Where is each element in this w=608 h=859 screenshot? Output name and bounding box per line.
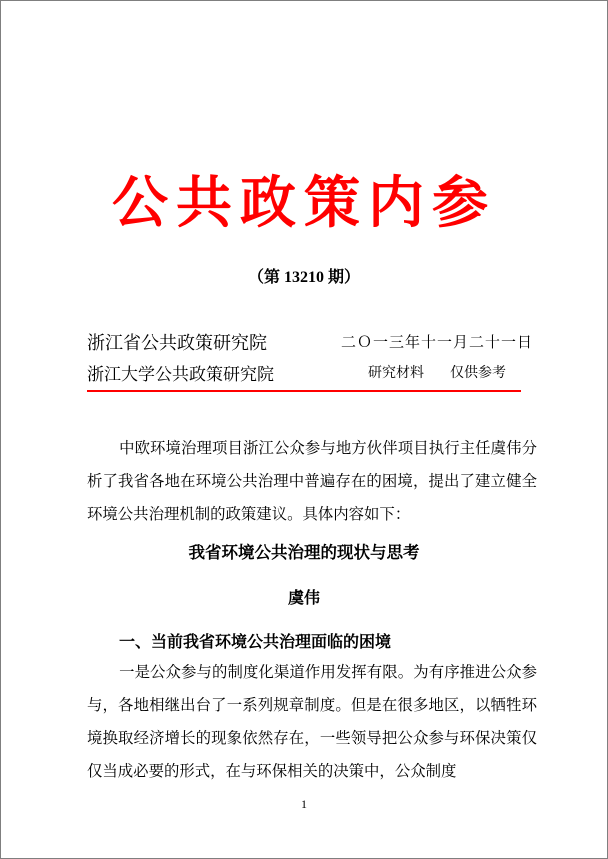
intro-paragraph [87, 432, 537, 531]
section-text: 一是公众参与的制度化渠道作用发挥有限。为有序推进公众参与，各地相继出台了一系列规章制度。但是在很多地区，以牺牲环境换取经济增长的现象依然存在，一些领导把公众参与环保决策仅仅当成必要的形式，在与环保相关的决策中，公众制度 [87, 663, 537, 780]
usage-note [368, 362, 532, 382]
publication-date: 二Ｏ一三年十一月二十一日 [341, 333, 534, 351]
red-divider [87, 390, 521, 392]
section-heading: 一、当前我省环境公共治理面临的困境 [119, 632, 392, 651]
issue-number: （第 13210 期） [247, 269, 360, 286]
section-paragraph [87, 656, 537, 788]
org-secondary: 浙江大学公共政策研究院 [87, 365, 274, 385]
org-primary: 浙江省公共政策研究院 [87, 333, 267, 354]
article-title: 我省环境公共治理的现状与思考 [188, 543, 420, 562]
intro-text: 中欧环境治理项目浙江公众参与地方伙伴项目执行主任虞伟分析了我省各地在环境公共治理中普遍存在的困境，提出了建立健全环境公共治理机制的政策建议。具体内容如下： [87, 439, 537, 523]
article-author: 虞伟 [287, 588, 320, 607]
usage-note-right: 仅供参考 [450, 365, 506, 381]
page-number: 1 [301, 797, 307, 811]
usage-note-left: 研究材料 [368, 365, 424, 381]
bulletin-title: 公共政策内参 [112, 171, 496, 236]
